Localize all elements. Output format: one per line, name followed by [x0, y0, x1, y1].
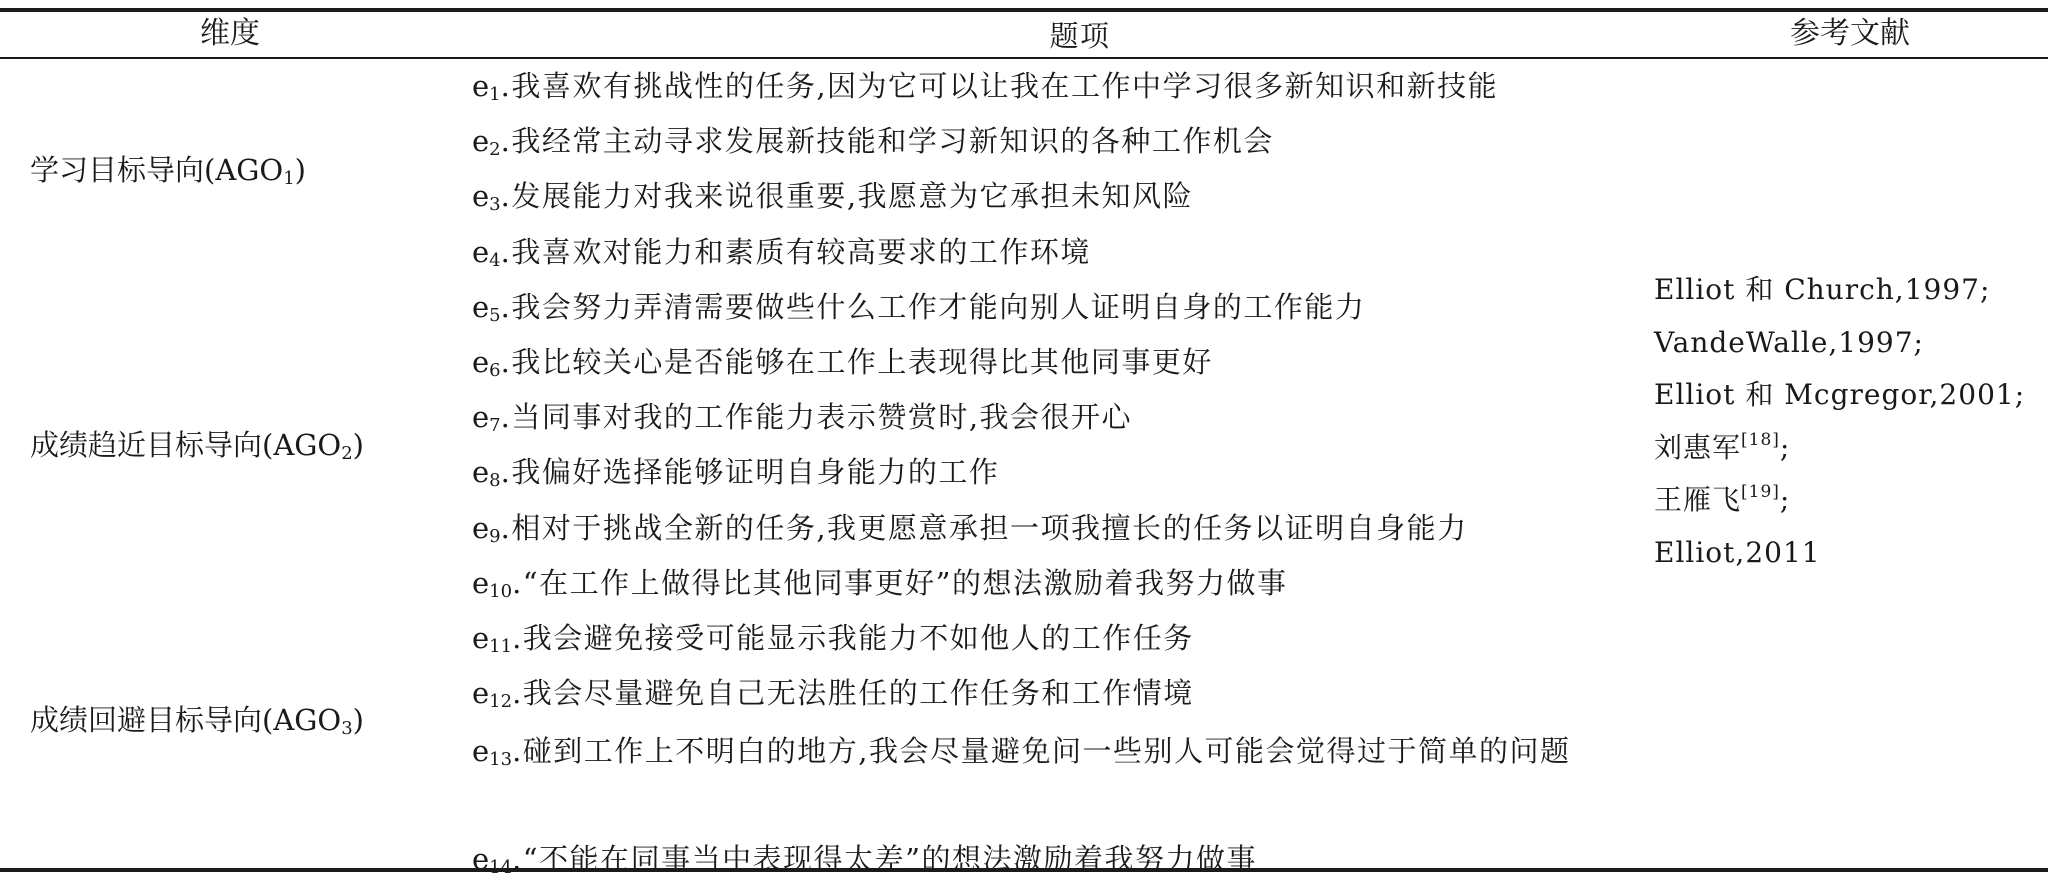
item-row: $e_8$.我偏好选择能够证明自身能力的工作: [472, 455, 1000, 492]
reference-entry: Elliot 和 Church,1997;: [1654, 273, 1991, 306]
header-item: 题项: [1049, 19, 1111, 53]
dimension-performance-avoid: 成绩回避目标导向$(AGO_3)$: [30, 703, 364, 739]
header-reference: 参考文献: [1790, 16, 1910, 51]
reference-entry: Elliot,2011: [1654, 535, 1821, 569]
dimension-learning-goal: 学习目标导向$(AGO_1)$: [30, 153, 306, 189]
item-row: $e_{14}.“$不能在同事当中表现得太差”的想法激励着我努力做事: [472, 841, 1257, 878]
item-row: $e_{12}$.我会尽量避免自己无法胜任的工作任务和工作情境: [472, 676, 1194, 713]
item-row: $e_{10}.“$在工作上做得比其他同事更好”的想法激励着我努力做事: [472, 565, 1288, 602]
item-row: $e_{13}$.碰到工作上不明白的地方,我会尽量避免问一些别人可能会觉得过于简单的问题: [472, 734, 1571, 771]
header-dimension: 维度: [200, 16, 260, 51]
item-row: $e_2$.我经常主动寻求发展新技能和学习新知识的各种工作机会: [472, 124, 1274, 161]
item-row: $e_3$.发展能力对我来说很重要,我愿意为它承担未知风险: [472, 179, 1194, 216]
item-row: $e_{11}$.我会避免接受可能显示我能力不如他人的工作任务: [472, 620, 1194, 657]
item-row: $e_7$.当同事对我的工作能力表示赞赏时,我会很开心: [472, 400, 1133, 437]
references-list: [1654, 264, 2025, 579]
reference-entry: 王雁飞[19];: [1654, 482, 1791, 516]
reference-entry: VandeWalle,1997;: [1654, 325, 1924, 359]
item-row: $e_6$.我比较关心是否能够在工作上表现得比其他同事更好: [472, 344, 1213, 381]
item-row: $e_9$.相对于挑战全新的任务,我更愿意承担一项我擅长的任务以证明自身能力: [472, 510, 1468, 547]
reference-entry: Elliot 和 Mcgregor,2001;: [1654, 378, 2026, 411]
items-list: [472, 62, 1632, 890]
item-row: $e_4$.我喜欢对能力和素质有较高要求的工作环境: [472, 234, 1091, 271]
item-row: $e_5$.我会努力弄清需要做些什么工作才能向别人证明自身的工作能力: [472, 289, 1366, 326]
reference-entry: 刘惠军[18];: [1654, 429, 1791, 464]
dimension-performance-approach: 成绩趋近目标导向$(AGO_2)$: [30, 428, 364, 464]
item-row: $e_1$.我喜欢有挑战性的任务,因为它可以让我在工作中学习很多新知识和新技能: [472, 69, 1499, 105]
